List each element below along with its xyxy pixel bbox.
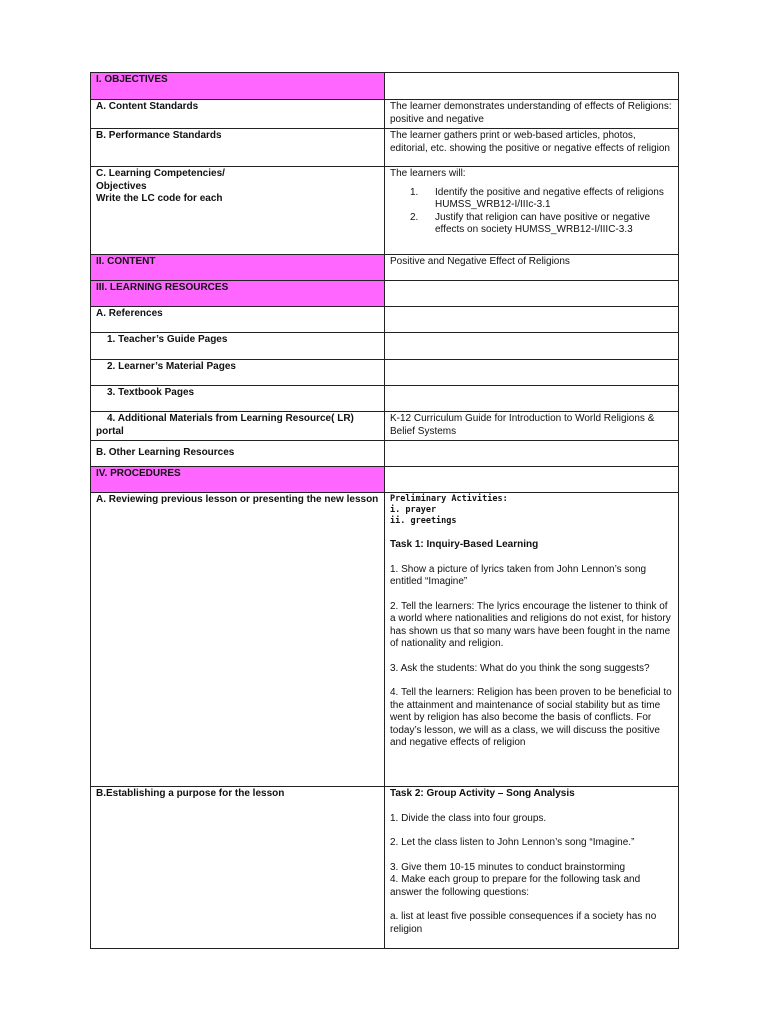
task2-step: 3. Give them 10-15 minutes to conduct brainstorming (390, 861, 626, 873)
reviewing-label: A. Reviewing previous lesson or presenting the new lesson (91, 493, 385, 787)
row-textbook (91, 386, 679, 412)
task2-step: 4. Make each group to prepare for the following task and answer the following questions: (390, 874, 641, 898)
learning-resources-heading: III. LEARNING RESOURCES (91, 281, 385, 307)
row-establishing (91, 787, 679, 949)
task1-step: 2. Tell the learners: The lyrics encourage the listener to think of a world where nationalities and religions do not exist, for history has shown us that so many wars have been fought in the name of nationality and religion. (390, 600, 671, 649)
row-procedures (91, 467, 679, 493)
competencies-list (390, 187, 673, 237)
other-resources-label: B. Other Learning Resources (91, 441, 385, 467)
row-performance-standards (91, 129, 679, 167)
competencies-value (385, 167, 679, 255)
performance-standards-label: B. Performance Standards (91, 129, 385, 167)
row-other-resources (91, 441, 679, 467)
task2-title: Task 2: Group Activity – Song Analysis (390, 788, 575, 799)
task2-step: 1. Divide the class into four groups. (390, 812, 547, 824)
establishing-value (385, 787, 679, 949)
row-content (91, 255, 679, 281)
task2-step: 2. Let the class listen to John Lennon’s song “Imagine.” (390, 837, 635, 848)
list-item-number: 2. (410, 211, 419, 223)
competencies-label-line2: Objectives (96, 180, 147, 192)
learners-material-label: 2. Learner’s Material Pages (91, 360, 385, 386)
references-value (385, 307, 679, 333)
row-reviewing (91, 493, 679, 787)
preliminary-item: ii. greetings (390, 516, 457, 526)
lesson-plan-page (90, 72, 678, 949)
content-heading: II. CONTENT (91, 255, 385, 281)
row-objectives (91, 73, 679, 100)
reviewing-value (385, 493, 679, 787)
list-item-number: 1. (410, 186, 419, 198)
competencies-intro: The learners will: (390, 168, 466, 179)
preliminary-title: Preliminary Activities: (390, 494, 508, 504)
procedures-heading: IV. PROCEDURES (91, 467, 385, 493)
teachers-guide-label: 1. Teacher’s Guide Pages (91, 333, 385, 360)
additional-materials-value: K-12 Curriculum Guide for Introduction to World Religions & Belief Systems (385, 412, 679, 441)
references-label: A. References (91, 307, 385, 333)
row-teachers-guide (91, 333, 679, 360)
task1-step: 1. Show a picture of lyrics taken from John Lennon’s song entitled “Imagine” (390, 563, 647, 587)
content-standards-value: The learner demonstrates understanding of effects of Religions: positive and negative (385, 100, 679, 129)
list-item (390, 212, 673, 237)
objectives-heading: I. OBJECTIVES (91, 73, 385, 100)
performance-standards-value: The learner gathers print or web-based articles, photos, editorial, etc. showing the positive or negative effects of religion (385, 129, 679, 167)
row-competencies (91, 167, 679, 255)
competencies-label-line3: Write the LC code for each (96, 193, 223, 204)
list-item-text: Justify that religion can have positive or negative effects on society HUMSS_WRB12-I/IIIC-3.3 (435, 211, 651, 235)
row-content-standards (91, 100, 679, 129)
other-resources-value (385, 441, 679, 467)
preliminary-item: i. prayer (390, 505, 437, 515)
textbook-label: 3. Textbook Pages (91, 386, 385, 412)
task1-step: 3. Ask the students: What do you think the song suggests? (390, 662, 650, 674)
list-item-text: Identify the positive and negative effects of religions HUMSS_WRB12-I/IIIc-3.1 (435, 186, 664, 210)
task1-title: Task 1: Inquiry-Based Learning (390, 539, 539, 550)
competencies-label-line1: C. Learning Competencies/ (96, 168, 225, 179)
task2-step: a. list at least five possible consequences if a society has no religion (390, 911, 657, 935)
row-learners-material (91, 360, 679, 386)
additional-materials-label: 4. Additional Materials from Learning Resource( LR) portal (91, 412, 385, 441)
objectives-value (385, 73, 679, 100)
row-references (91, 307, 679, 333)
content-standards-label: A. Content Standards (91, 100, 385, 129)
list-item (390, 187, 673, 212)
competencies-label (91, 167, 385, 255)
content-value: Positive and Negative Effect of Religions (385, 255, 679, 281)
teachers-guide-value (385, 333, 679, 360)
row-learning-resources (91, 281, 679, 307)
textbook-value (385, 386, 679, 412)
establishing-label: B.Establishing a purpose for the lesson (91, 787, 385, 949)
procedures-value (385, 467, 679, 493)
lesson-plan-table (90, 72, 679, 949)
task1-step: 4. Tell the learners: Religion has been proven to be beneficial to the attainment and maintenance of social stability but as time went by religion has also become the basis of conflicts. For today’s lesson, we will as a class, we will discuss the positive and negative effects of religion (390, 687, 672, 748)
learning-resources-value (385, 281, 679, 307)
row-additional-materials (91, 412, 679, 441)
learners-material-value (385, 360, 679, 386)
